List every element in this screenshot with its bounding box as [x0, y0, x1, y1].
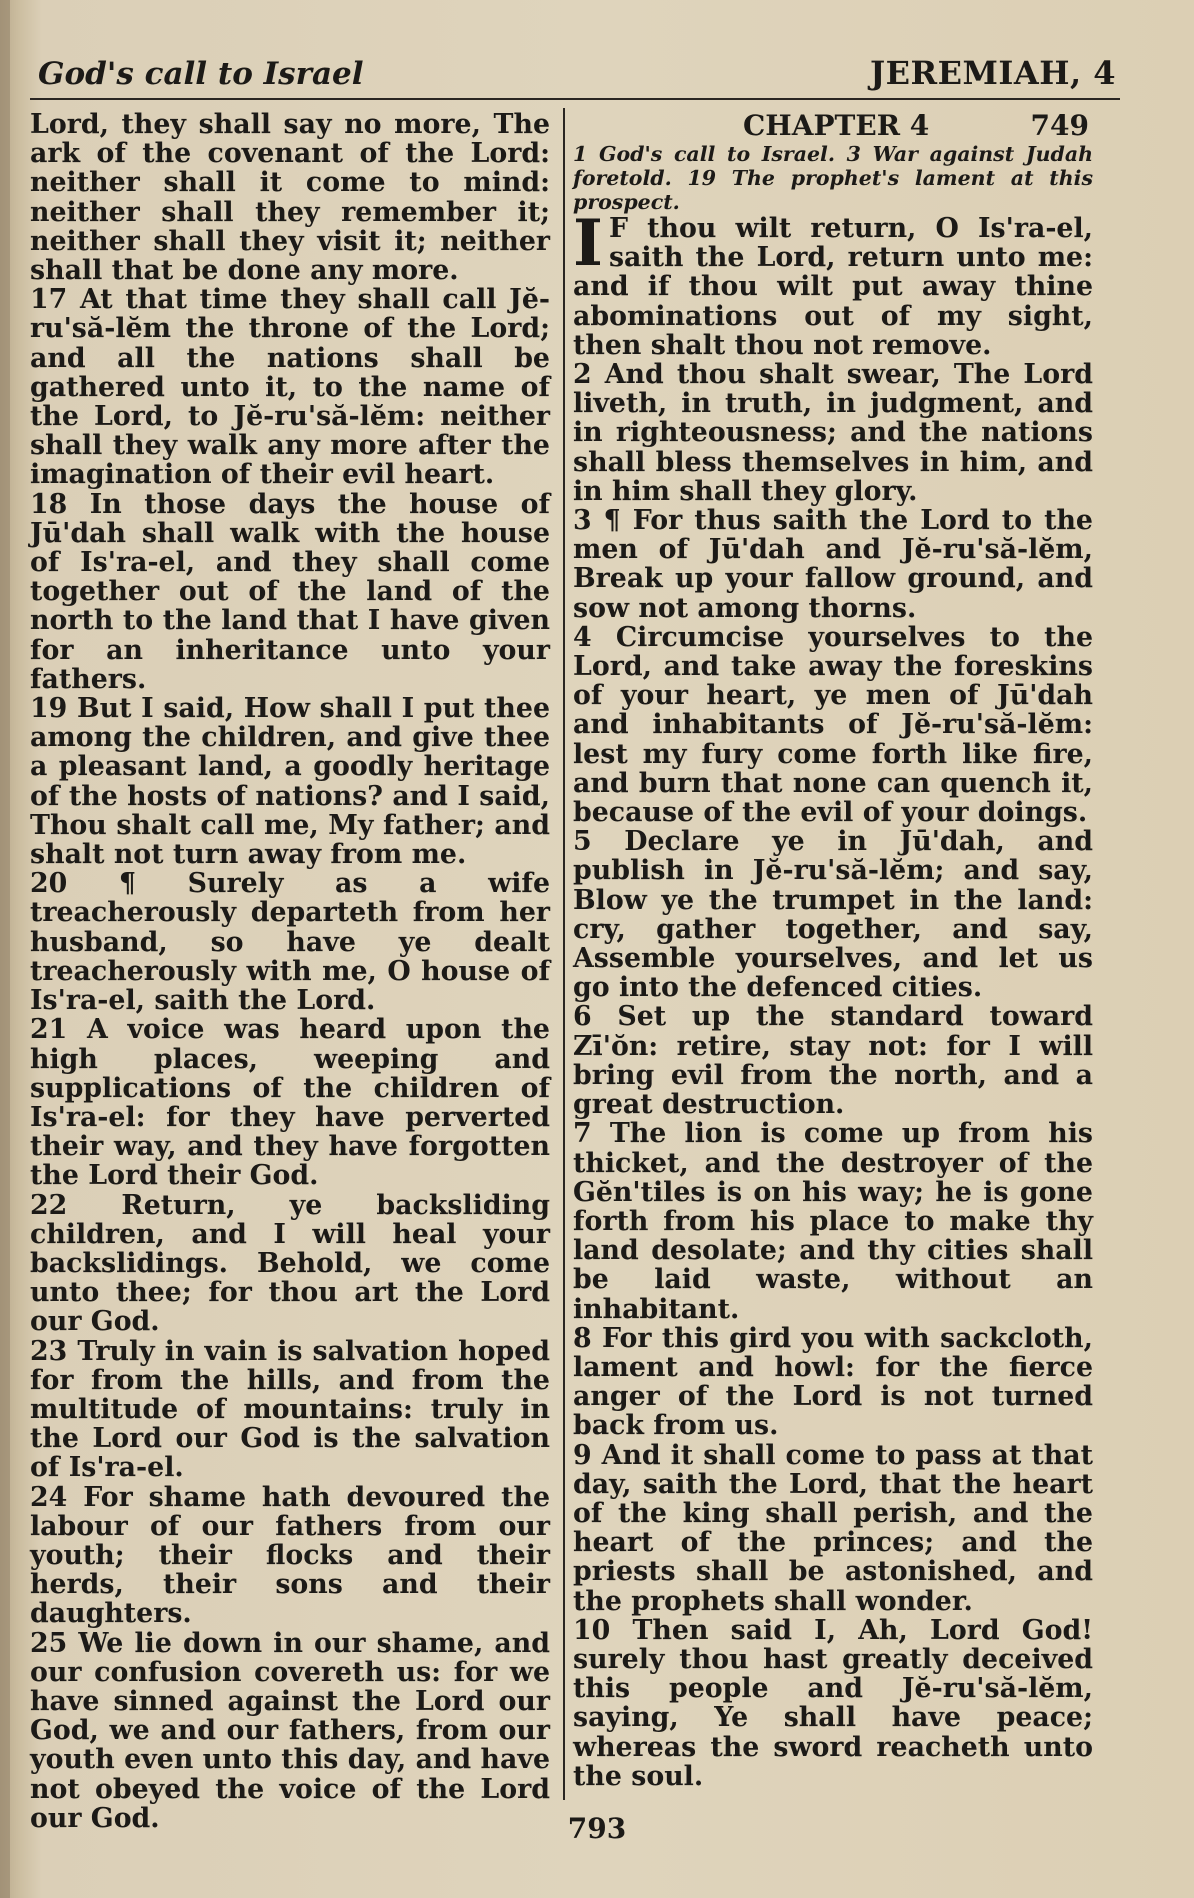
verse-paragraph: 9 And it shall come to pass at that day, saith the Lord, that the heart of the king shall perish, and the heart of the princes; and the priests shall be astonished, and the prophets shall wonder.: [573, 1439, 1093, 1617]
verse-paragraph: 18 In those days the house of Jū'dah shall walk with the house of Is'ra-el, and they shall come together out of the land of the north to the land that I have given for an inheritance unto your fathers.: [30, 488, 550, 695]
running-header-right: JEREMIAH, 4: [869, 54, 1116, 92]
left-column: [30, 109, 550, 1834]
verse-paragraph: 3 ¶ For thus saith the Lord to the men of Jū'dah and Jĕ-ru'să-lĕm, Break up your fallow ground, and sow not among thorns.: [573, 505, 1093, 624]
verse-paragraph: 24 For shame hath devoured the labour of our fathers from our youth; their flocks and their herds, their sons and their daughters.: [30, 1481, 550, 1630]
page-number: 793: [567, 1812, 627, 1845]
chapter-title: CHAPTER 4: [743, 109, 930, 142]
verse-paragraph: 6 Set up the standard toward Zī'ŏn: retire, stay not: for I will bring evil from the north, and a great destruction.: [573, 1001, 1093, 1121]
verse-paragraph: 21 A voice was heard upon the high places, weeping and supplications of the children of Is'ra-el: for they have perverted their way, and they have forgotten the Lord their God.: [30, 1014, 550, 1192]
verse-paragraph: 22 Return, ye backsliding children, and I will heal your backslidings. Behold, we come unto thee; for thou art the Lord our God.: [30, 1189, 550, 1338]
chapter-page-ref: 749: [1030, 109, 1089, 142]
first-paragraph-text: F thou wilt return, O Is'ra-el, saith the Lord, return unto me: and if thou wilt put away thine abominations out of my sight, then shalt thou not remove.: [573, 213, 1093, 361]
running-header-left: God's call to Israel: [38, 56, 364, 92]
verse-paragraph: 5 Declare ye in Jū'dah, and publish in Jĕ-ru'să-lĕm; and say, Blow ye the trumpet in the land: cry, gather together, and say, Assemble yourselves, and let us go into the defenced cities.: [573, 826, 1093, 1004]
verse-paragraph-first: [573, 206, 1093, 361]
chapter-summary: 1 God's call to Israel. 3 War against Judah foretold. 19 The prophet's lament at this prospect.: [573, 142, 1093, 214]
column-divider: [563, 108, 565, 1800]
verse-paragraph: 20 ¶ Surely as a wife treacherously departeth from her husband, so have ye dealt treacherously with me, O house of Is'ra-el, saith the Lord.: [30, 868, 550, 1017]
right-column: [573, 110, 1093, 1800]
chapter-heading: [573, 110, 1093, 142]
page-binding-shadow: [0, 0, 10, 1898]
header-rule: [30, 98, 1120, 100]
verse-paragraph: 10 Then said I, Ah, Lord God! surely thou hast greatly deceived this people and Jĕ-ru'să-lĕm, saying, Ye shall have peace; whereas the sword reacheth unto the soul.: [573, 1614, 1093, 1792]
drop-cap: I: [573, 206, 603, 281]
verse-paragraph: 7 The lion is come up from his thicket, and the destroyer of the Gĕn'tiles is on his way; he is gone forth from his place to make thy land desolate; and thy cities shall be laid waste, without an inhabitant.: [573, 1118, 1093, 1325]
verse-paragraph: 4 Circumcise yourselves to the Lord, and take away the foreskins of your heart, ye men of Jū'dah and inhabitants of Jĕ-ru'să-lĕm: lest my fury come forth like fire, and burn that none can quench it, because of the evil of your doings.: [573, 621, 1093, 829]
verse-paragraph: Lord, they shall say no more, The ark of the covenant of the Lord: neither shall it come to mind: neither shall they remember it; neither shall they visit it; neither shall that be done any more.: [30, 109, 550, 287]
verse-paragraph: 19 But I said, How shall I put thee among the children, and give thee a pleasant land, a goodly heritage of the hosts of nations? and I said, Thou shalt call me, My father; and shalt not turn away from me.: [30, 693, 550, 871]
verse-paragraph: 8 For this gird you with sackcloth, lament and howl: for the fierce anger of the Lord is not turned back from us.: [573, 1322, 1093, 1442]
verse-paragraph: 23 Truly in vain is salvation hoped for from the hills, and from the multitude of mountains: truly in the Lord our God is the salvation of Is'ra-el.: [30, 1335, 550, 1484]
verse-paragraph: 17 At that time they shall call Jĕ-ru'să-lĕm the throne of the Lord; and all the nations shall be gathered unto it, to the name of the Lord, to Jĕ-ru'să-lĕm: neither shall they walk any more after the imagination of their evil heart.: [30, 284, 550, 491]
verse-paragraph: 25 We lie down in our shame, and our confusion covereth us: for we have sinned against the Lord our God, we and our fathers, from our youth even unto this day, and have not obeyed the voice of the Lord our God.: [30, 1627, 550, 1834]
verse-paragraph: 2 And thou shalt swear, The Lord liveth, in truth, in judgment, and in righteousness; and the nations shall bless themselves in him, and in him shall they glory.: [573, 359, 1093, 507]
